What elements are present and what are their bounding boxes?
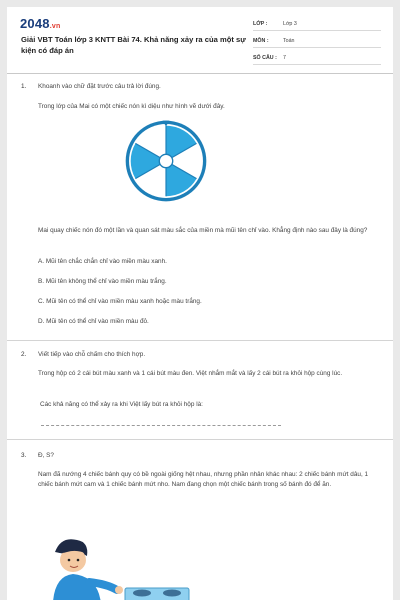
meta-value: Lớp 3: [283, 21, 297, 27]
meta-info: [253, 16, 381, 67]
magic-wheel-image: [124, 119, 208, 203]
meta-value: Toán: [283, 38, 295, 44]
question-intro: Nam đã nướng 4 chiếc bánh quy có bề ngoài giống hệt nhau, nhưng phần nhân khác nhau: 2 chiếc bánh mứt dâu, 1 chiếc bánh mứt cam và 1 chiếc bánh mứt nho. Nam đang chọn một chiếc bánh trong số bánh đó để ăn.: [38, 471, 369, 488]
header-divider: [7, 73, 393, 74]
logo-number: 2048: [20, 16, 50, 31]
question-number: 2.: [21, 351, 27, 358]
question-divider: [7, 439, 393, 440]
logo-suffix: .vn: [49, 23, 61, 30]
meta-row-count: [253, 50, 381, 65]
question-number: 3.: [21, 452, 27, 459]
option-c[interactable]: C. Mũi tên có thể chỉ vào miền màu xanh hoặc màu trắng.: [38, 298, 202, 305]
question-prompt: Đ, S?: [38, 452, 54, 459]
question-intro: Trong hộp có 2 cái bút màu xanh và 1 cái bút màu đen. Việt nhắm mắt và lấy 2 cái bút ra khỏi hộp cùng lúc.: [38, 370, 343, 377]
question-intro: Trong lớp của Mai có một chiếc nón kì diệu như hình vẽ dưới đây.: [38, 103, 225, 110]
question-prompt: Viết tiếp vào chỗ chấm cho thích hợp.: [38, 351, 146, 358]
option-d[interactable]: D. Mũi tên có thể chỉ vào miền màu đỏ.: [38, 318, 149, 325]
document-page: [7, 7, 393, 600]
option-a[interactable]: A. Mũi tên chắc chắn chỉ vào miền màu xanh.: [38, 258, 167, 265]
meta-label: LỚP :: [253, 21, 268, 27]
answer-line[interactable]: [41, 425, 281, 426]
question-divider: [7, 340, 393, 341]
document-title: Giải VBT Toán lớp 3 KNTT Bài 74. Khả năng xảy ra của một sự kiện có đáp án: [21, 35, 246, 55]
question-text: Các khả năng có thể xảy ra khi Việt lấy bút ra khỏi hộp là:: [40, 401, 203, 408]
question-prompt: Khoanh vào chữ đặt trước câu trả lời đúng.: [38, 83, 161, 90]
site-logo[interactable]: [20, 16, 60, 31]
question-text: Mai quay chiếc nón đó một lần và quan sát màu sắc của miền mà mũi tên chỉ vào. Khẳng định nào sau đây là đúng?: [38, 227, 368, 234]
boy-baking-illustration: [47, 532, 197, 600]
meta-row-class: [253, 16, 381, 31]
meta-label: MÔN :: [253, 38, 269, 44]
meta-label: SỐ CÂU :: [253, 55, 277, 61]
question-number: 1.: [21, 83, 27, 90]
meta-row-subject: [253, 33, 381, 48]
meta-value: 7: [283, 55, 286, 61]
document-header: [7, 7, 393, 69]
option-b[interactable]: B. Mũi tên không thể chỉ vào miền màu trắng.: [38, 278, 167, 285]
